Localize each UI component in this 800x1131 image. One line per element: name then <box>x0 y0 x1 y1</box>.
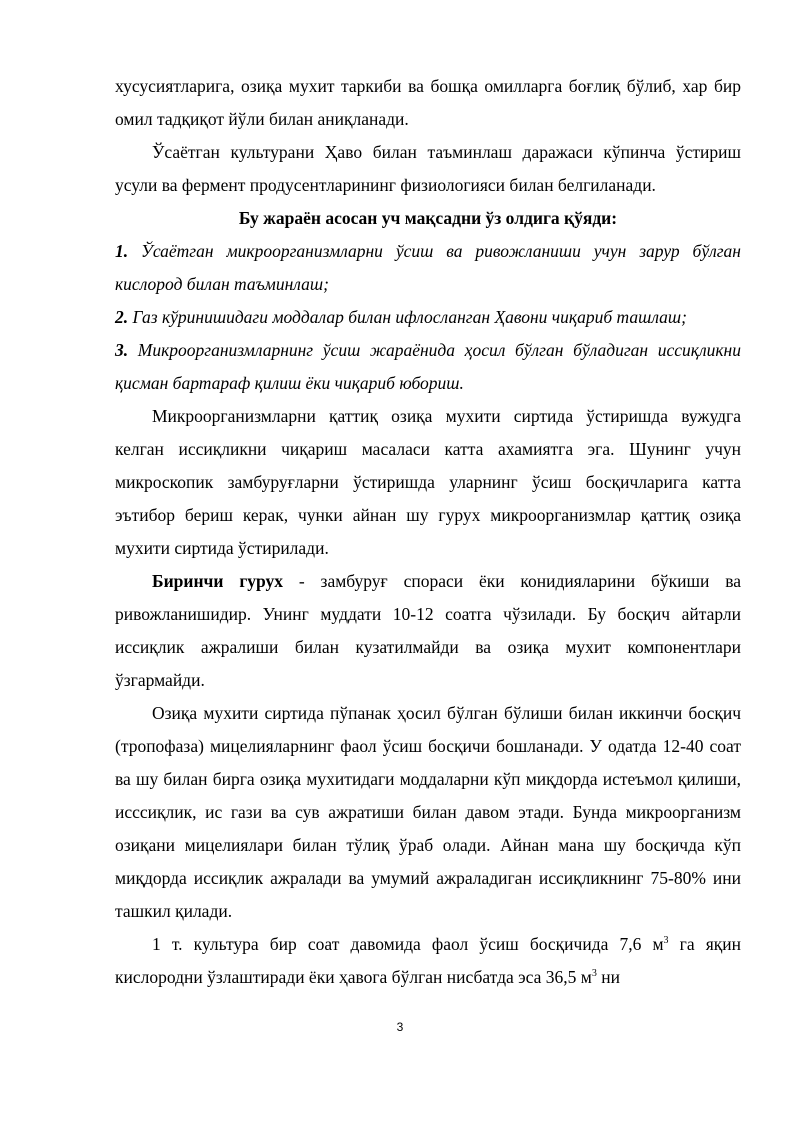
list-item-1 <box>115 235 741 301</box>
list-number: 3. <box>115 340 129 360</box>
paragraph-1: хусусиятларига, озиқа мухит таркиби ва бошқа омилларга боғлиқ бўлиб, хар бир омил тадқиқот йўли билан аниқланади. <box>115 76 741 129</box>
superscript-3: 3 <box>591 968 597 980</box>
paragraph-6-text-c: ни <box>596 967 620 987</box>
paragraph-4 <box>115 565 741 697</box>
page-number: 3 <box>396 1020 404 1034</box>
superscript-3: 3 <box>663 935 669 947</box>
paragraph-6-text-b: га яқин кислородни ўзлаштиради ёки ҳавога бўлган нисбатда эса 36,5 м <box>115 934 741 987</box>
list-number: 2. <box>115 307 129 327</box>
section-heading: Бу жараён асосан уч мақсадни ўз олдига қўяди: <box>238 208 618 228</box>
list-item-2 <box>115 301 741 334</box>
bold-term: Биринчи гурух <box>152 571 284 591</box>
paragraph-6 <box>115 928 741 994</box>
list-item-3 <box>115 334 741 400</box>
paragraph-5: Озиқа мухити сиртида пўпанак ҳосил бўлган бўлиши билан иккинчи босқич (тропофаза) мицелияларнинг фаол ўсиш босқичи бошланади. У одатда 12-40 соат ва шу билан бирга озиқа мухитидаги моддаларни кўп миқдорда истеъмол қилиши, исссиқлик, ис гази ва сув ажратиши билан давом этади. Бунда микроорганизм озиқани мицелиялари билан тўлиқ ўраб олади. Айнан мана шу босқичда кўп миқдорда иссиқлик ажралади ва умумий ажраладиган иссиқликнинг 75-80% ини ташкил қилади. <box>115 703 741 921</box>
paragraph-3: Микроорганизмларни қаттиқ озиқа мухити сиртида ўстиришда вужудга келган иссиқликни чиқариш масаласи катта ахамиятга эга. Шунинг учун микроскопик замбуруғларни ўстиришда уларнинг ўсиш босқичларига катта эътибор бериш керак, чунки айнан шу гурух микроорганизмлар қаттиқ озиқа мухити сиртида ўстирилади. <box>115 406 741 558</box>
list-text: Газ кўринишидаги моддалар билан ифлосланган Ҳавони чиқариб ташлаш; <box>128 307 687 327</box>
paragraph-6-text-a: 1 т. культура бир соат давомида фаол ўсиш босқичида 7,6 м <box>152 934 664 954</box>
list-number: 1. <box>115 241 129 261</box>
list-text: Микроорганизмларнинг ўсиш жараёнида ҳосил бўлган бўладиган иссиқликни қисман бартараф қилиш ёки чиқариб юбориш. <box>115 340 741 393</box>
list-text: Ўсаётган микроорганизмларни ўсиш ва ривожланиши учун зарур бўлган кислород билан таъминлаш; <box>115 241 741 294</box>
paragraph-2: Ўсаётган культурани Ҳаво билан таъминлаш даражаси кўпинча ўстириш усули ва фермент продусентларининг физиологияси билан белгиланади. <box>115 142 741 195</box>
document-page <box>115 70 741 994</box>
paragraph-4-text: - замбуруғ спораси ёки конидияларини бўкиши ва ривожланишидир. Унинг муддати 10-12 соатга чўзилади. Бу босқич айтарли иссиқлик ажралиши билан кузатилмайди ва озиқа мухит компонентлари ўзгармайди. <box>115 571 742 690</box>
